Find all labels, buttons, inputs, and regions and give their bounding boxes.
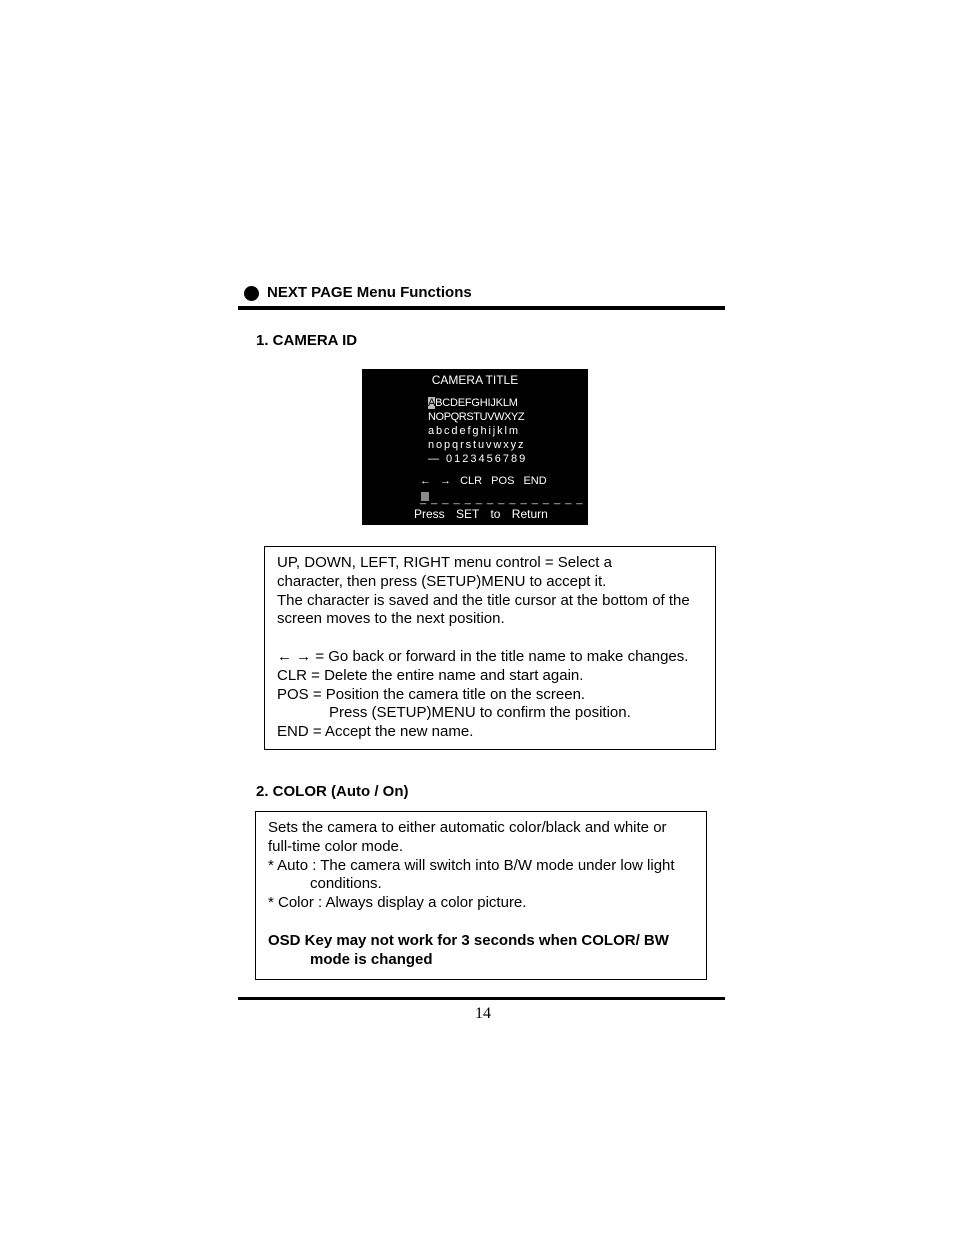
top-divider — [238, 306, 725, 310]
text-line: CLR = Delete the entire name and start again. — [277, 666, 584, 684]
camera-id-heading: 1. CAMERA ID — [256, 332, 358, 349]
osd-char-row-5: — 0123456789 — [428, 453, 528, 465]
text-line: Press (SETUP)MENU to confirm the position. — [329, 704, 631, 722]
osd-camera-title-screen — [362, 369, 588, 525]
text-line: character, then press (SETUP)MENU to accept it. — [277, 572, 607, 590]
text-line: conditions. — [310, 875, 382, 893]
osd-press-hint: Press SET to Return — [414, 507, 548, 521]
color-description-box — [255, 811, 707, 980]
osd-selected-char: A — [428, 397, 436, 409]
note-line: OSD Key may not work for 3 seconds when COLOR/ BW — [268, 931, 669, 949]
text-line: * Auto : The camera will switch into B/W mode under low light — [268, 856, 675, 874]
text-line: END = Accept the new name. — [277, 723, 474, 741]
text-line: screen moves to the next position. — [277, 610, 505, 628]
text-line: ← → = Go back or forward in the title name to make changes. — [277, 647, 689, 665]
text-line: * Color : Always display a color picture. — [268, 894, 527, 912]
text-line: POS = Position the camera title on the screen. — [277, 685, 586, 703]
text-line: Sets the camera to either automatic color/black and white or — [268, 819, 667, 836]
camera-id-description-box — [264, 546, 716, 750]
page-number: 14 — [475, 1005, 491, 1022]
note-line: mode is changed — [310, 950, 433, 968]
bottom-divider — [238, 997, 725, 1000]
osd-char-row-2: NOPQRSTUVWXYZ — [428, 411, 525, 423]
color-heading: 2. COLOR (Auto / On) — [256, 783, 409, 800]
text-line: The character is saved and the title cursor at the bottom of the — [277, 591, 690, 609]
text-line: UP, DOWN, LEFT, RIGHT menu control = Select a — [277, 554, 612, 571]
bullet-icon — [244, 286, 259, 301]
page-section-title: NEXT PAGE Menu Functions — [267, 284, 472, 301]
text-line: full-time color mode. — [268, 837, 404, 855]
osd-char-row-1 — [428, 397, 518, 410]
osd-char-row-3: abcdefghijklm — [428, 425, 520, 437]
osd-title-slots: _ _ _ _ _ _ _ _ _ _ _ _ _ _ _ — [420, 493, 584, 505]
osd-title: CAMERA TITLE — [431, 373, 519, 387]
osd-controls: ← → CLR POS END — [420, 475, 547, 487]
osd-char-row-4: nopqrstuvwxyz — [428, 439, 526, 451]
osd-char-row-1-rest: BCDEFGHIJKLM — [435, 397, 518, 409]
